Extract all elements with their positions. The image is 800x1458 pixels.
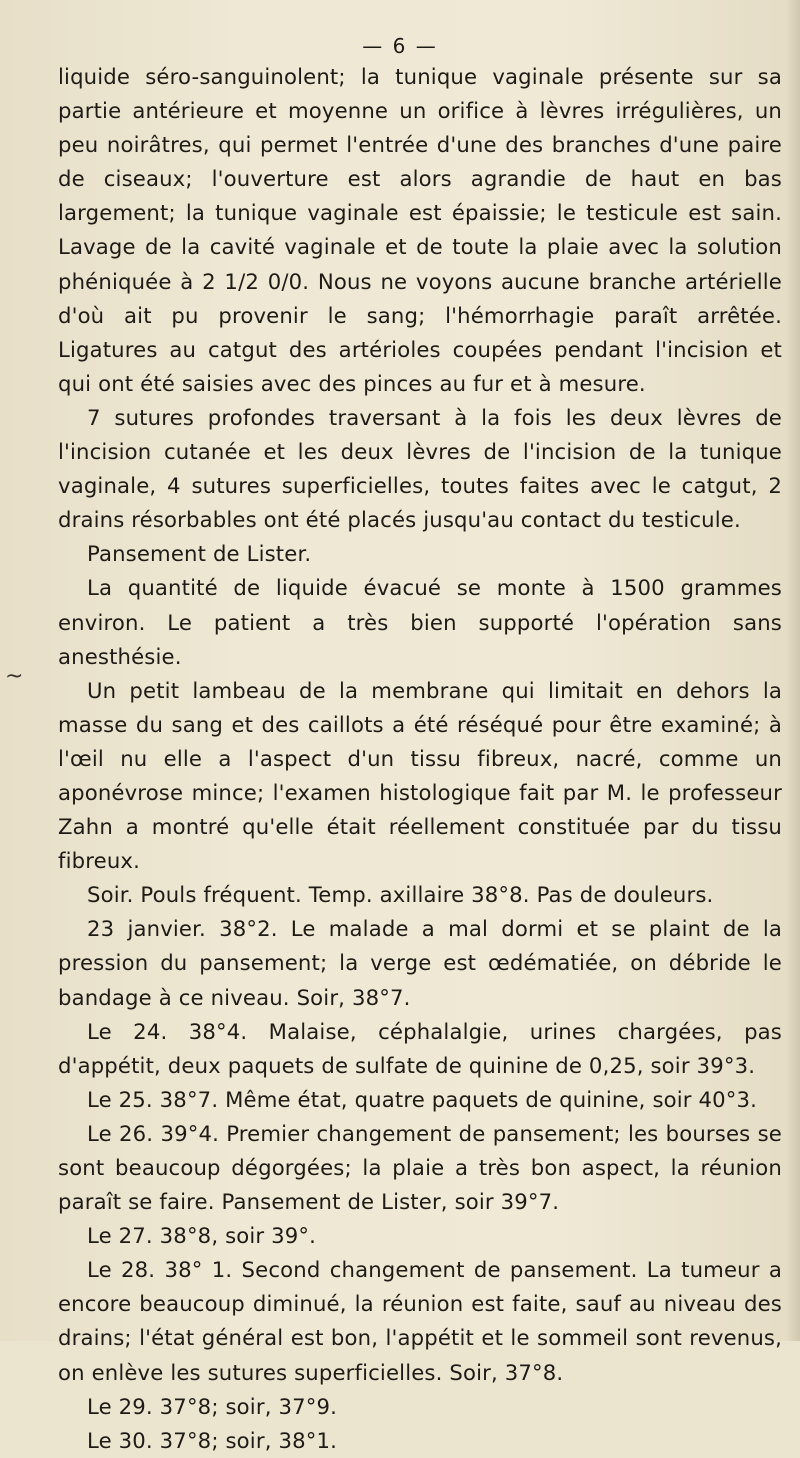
paragraph-1: liquide séro-sanguinolent; la tunique vaginale présente sur sa partie antérieure et moyenne un orifice à lèvres irrégulières, un peu noirâtres, qui permet l'entrée d'une des branches d'une paire de ciseaux; l'ouverture est alors agrandie de haut en bas largement; la tunique vaginale est épaissie; le testicule est sain. Lavage de la cavité vaginale et de toute la plaie avec la solution phéniquée à 2 1/2 0/0. Nous ne voyons aucune branche artérielle d'où ait pu provenir le sang; l'hémorrhagie paraît arrêtée. Ligatures au catgut des artérioles coupées pendant l'incision et qui ont été saisies avec des pinces au fur et à mesure.: [58, 64, 782, 396]
paragraph-3: Pansement de Lister.: [87, 541, 312, 567]
paragraph-11: Le 27. 38°8, soir 39°.: [87, 1223, 317, 1249]
paragraph-5: Un petit lambeau de la membrane qui limitait en dehors la masse du sang et des caillots a été réséqué pour être examiné; à l'œil nu elle a l'aspect d'un tissu fibreux, nacré, comme un aponévrose mince; l'examen histologique fait par M. le professeur Zahn a montré qu'elle était réellement constituée par du tissu fibreux.: [58, 677, 782, 874]
paragraph-14: Le 30. 37°8; soir, 38°1.: [87, 1427, 337, 1453]
paragraph-8: Le 24. 38°4. Malaise, céphalalgie, urines chargées, pas d'appétit, deux paquets de sulfate de quinine de 0,25, soir 39°3.: [58, 1018, 782, 1078]
paragraph-6: Soir. Pouls fréquent. Temp. axillaire 38°8. Pas de douleurs.: [87, 882, 714, 908]
page-number: — 6 —: [362, 34, 438, 58]
paragraph-10: Le 26. 39°4. Premier changement de pansement; les bourses se sont beaucoup dégorgées; la plaie a très bon aspect, la réunion paraît se faire. Pansement de Lister, soir 39°7.: [58, 1120, 782, 1215]
paragraph-13: Le 29. 37°8; soir, 37°9.: [87, 1393, 337, 1419]
paragraph-2: 7 sutures profondes traversant à la fois les deux lèvres de l'incision cutanée et les deux lèvres de l'incision de la tunique vaginale, 4 sutures superficielles, toutes faites avec le catgut, 2 drains résorbables ont été placés jusqu'au contact du testicule.: [58, 404, 782, 533]
page-edge-shadow: [786, 0, 800, 1341]
paragraph-7: 23 janvier. 38°2. Le malade a mal dormi et se plaint de la pression du pansement; la verge est œdématiée, on débride le bandage à ce niveau. Soir, 38°7.: [58, 916, 782, 1010]
margin-mark: ~: [5, 664, 24, 689]
body-text: [58, 60, 782, 1458]
paragraph-12: Le 28. 38° 1. Second changement de pansement. La tumeur a encore beaucoup diminué, la réunion est faite, sauf au niveau des drains; l'état général est bon, l'appétit et le sommeil sont revenus, on enlève les sutures superficielles. Soir, 37°8.: [58, 1257, 782, 1385]
paragraph-9: Le 25. 38°7. Même état, quatre paquets de quinine, soir 40°3.: [87, 1086, 758, 1112]
paragraph-4: La quantité de liquide évacué se monte à 1500 grammes environ. Le patient a très bien supporté l'opération sans anesthésie.: [58, 575, 782, 669]
